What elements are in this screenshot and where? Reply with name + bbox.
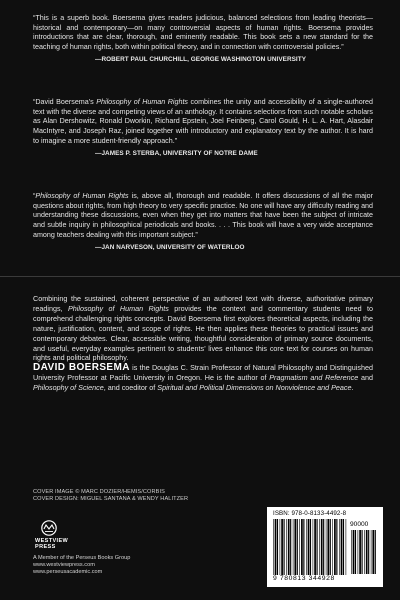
barcode-digits: 9 780813 344928: [273, 575, 335, 582]
westview-url: www.westviewpress.com: [33, 561, 95, 568]
section-divider: [0, 276, 400, 277]
blurb-churchill: [33, 14, 373, 65]
book-description: Combining the sustained, coherent perspective of an authored text with diverse, authoritative primary readings, Philosophy of Human Rights provides the context and commentary students need to comprehend challenging rights concepts. David Boersema first explores theoretical aspects, including the nature, justification, content, and scope of rights. He then applies these theories to practical issues and contemporary debates. Clear, accessible writing, thoughtful consideration of primary source documents, and useful, everyday examples pertinent to students’ lives enhance this core text for courses on human rights and political philosophy.: [33, 294, 373, 363]
publisher-info: [33, 555, 183, 576]
blurb-attribution: —JAN NARVESON, UNIVERSITY OF WATERLOO: [95, 243, 245, 251]
cover-design-credit: COVER DESIGN: MIGUEL SANTANA & WENDY HALITZER: [33, 496, 189, 502]
barcode-supplement-bars: [351, 530, 377, 574]
cover-image-credit: COVER IMAGE © MARC DOZIER/HEMIS/CORBIS: [33, 489, 165, 495]
blurb-narveson: [33, 192, 373, 252]
blurb-attribution: —JAMES P. STERBA, UNIVERSITY OF NOTRE DAME: [95, 149, 258, 157]
perseus-url: www.perseusacademic.com: [33, 568, 103, 575]
blurb-text: “David Boersema’s Philosophy of Human Rights combines the unity and accessibility of a single-authored text with the diverse and competing views of an anthology. It contains selections from such notable scholars as Alan Dershowitz, Ronald Dworkin, Richard Epstein, Joel Feinberg, Carol Gould, H. L. A. Hart, Alasdair MacIntyre, and Joseph Raz, joined together with introductory and explanatory text by the author. It is hard to imagine a more student-friendly approach.”: [33, 98, 373, 145]
isbn-barcode: [267, 507, 383, 587]
westview-emblem-icon: [41, 520, 57, 538]
publisher-block: [33, 520, 183, 576]
isbn-number: ISBN: 978-0-8133-4492-8: [273, 510, 347, 517]
blurb-attribution: —ROBERT PAUL CHURCHILL, GEORGE WASHINGTON UNIVERSITY: [95, 55, 307, 63]
blurb-text: “Philosophy of Human Rights is, above all, thorough and readable. It offers discussions of all the major questions about rights, from high theory to very specific practice. No one will have any difficulty reading and understanding these discussions, even when they get into matters that have been the subject of intricate and subtle inquiry in philosophical periodicals and books. . . . This book will have a very wide acceptance among teachers dealing with this important subject.”: [33, 192, 373, 239]
press-name: WESTVIEW PRESS: [35, 538, 69, 551]
barcode-bars: [273, 519, 347, 575]
author-name: DAVID BOERSEMA: [33, 362, 130, 373]
blurb-text: “This is a superb book. Boersema gives readers judicious, balanced selections from leading theorists—historical and contemporary—on many controversial aspects of human rights. Boersema provides introductions that are clear, thorough, and eminently readable. This book sets a new standard for the teaching of human rights, both within political theory, and in connection with controversial policies.”: [33, 14, 373, 52]
blurb-sterba: [33, 98, 373, 158]
price-code: 90000: [350, 521, 369, 528]
cover-credits: [33, 489, 273, 503]
author-bio: DAVID BOERSEMA is the Douglas C. Strain Professor of Natural Philosophy and Distinguished University Professor at Pacific University in Oregon. He is the author of Pragmatism and Reference and Philosophy of Science, and coeditor of Spiritual and Political Dimensions on Nonviolence and Peace.: [33, 362, 373, 392]
perseus-member-line: A Member of the Perseus Books Group: [33, 554, 131, 561]
